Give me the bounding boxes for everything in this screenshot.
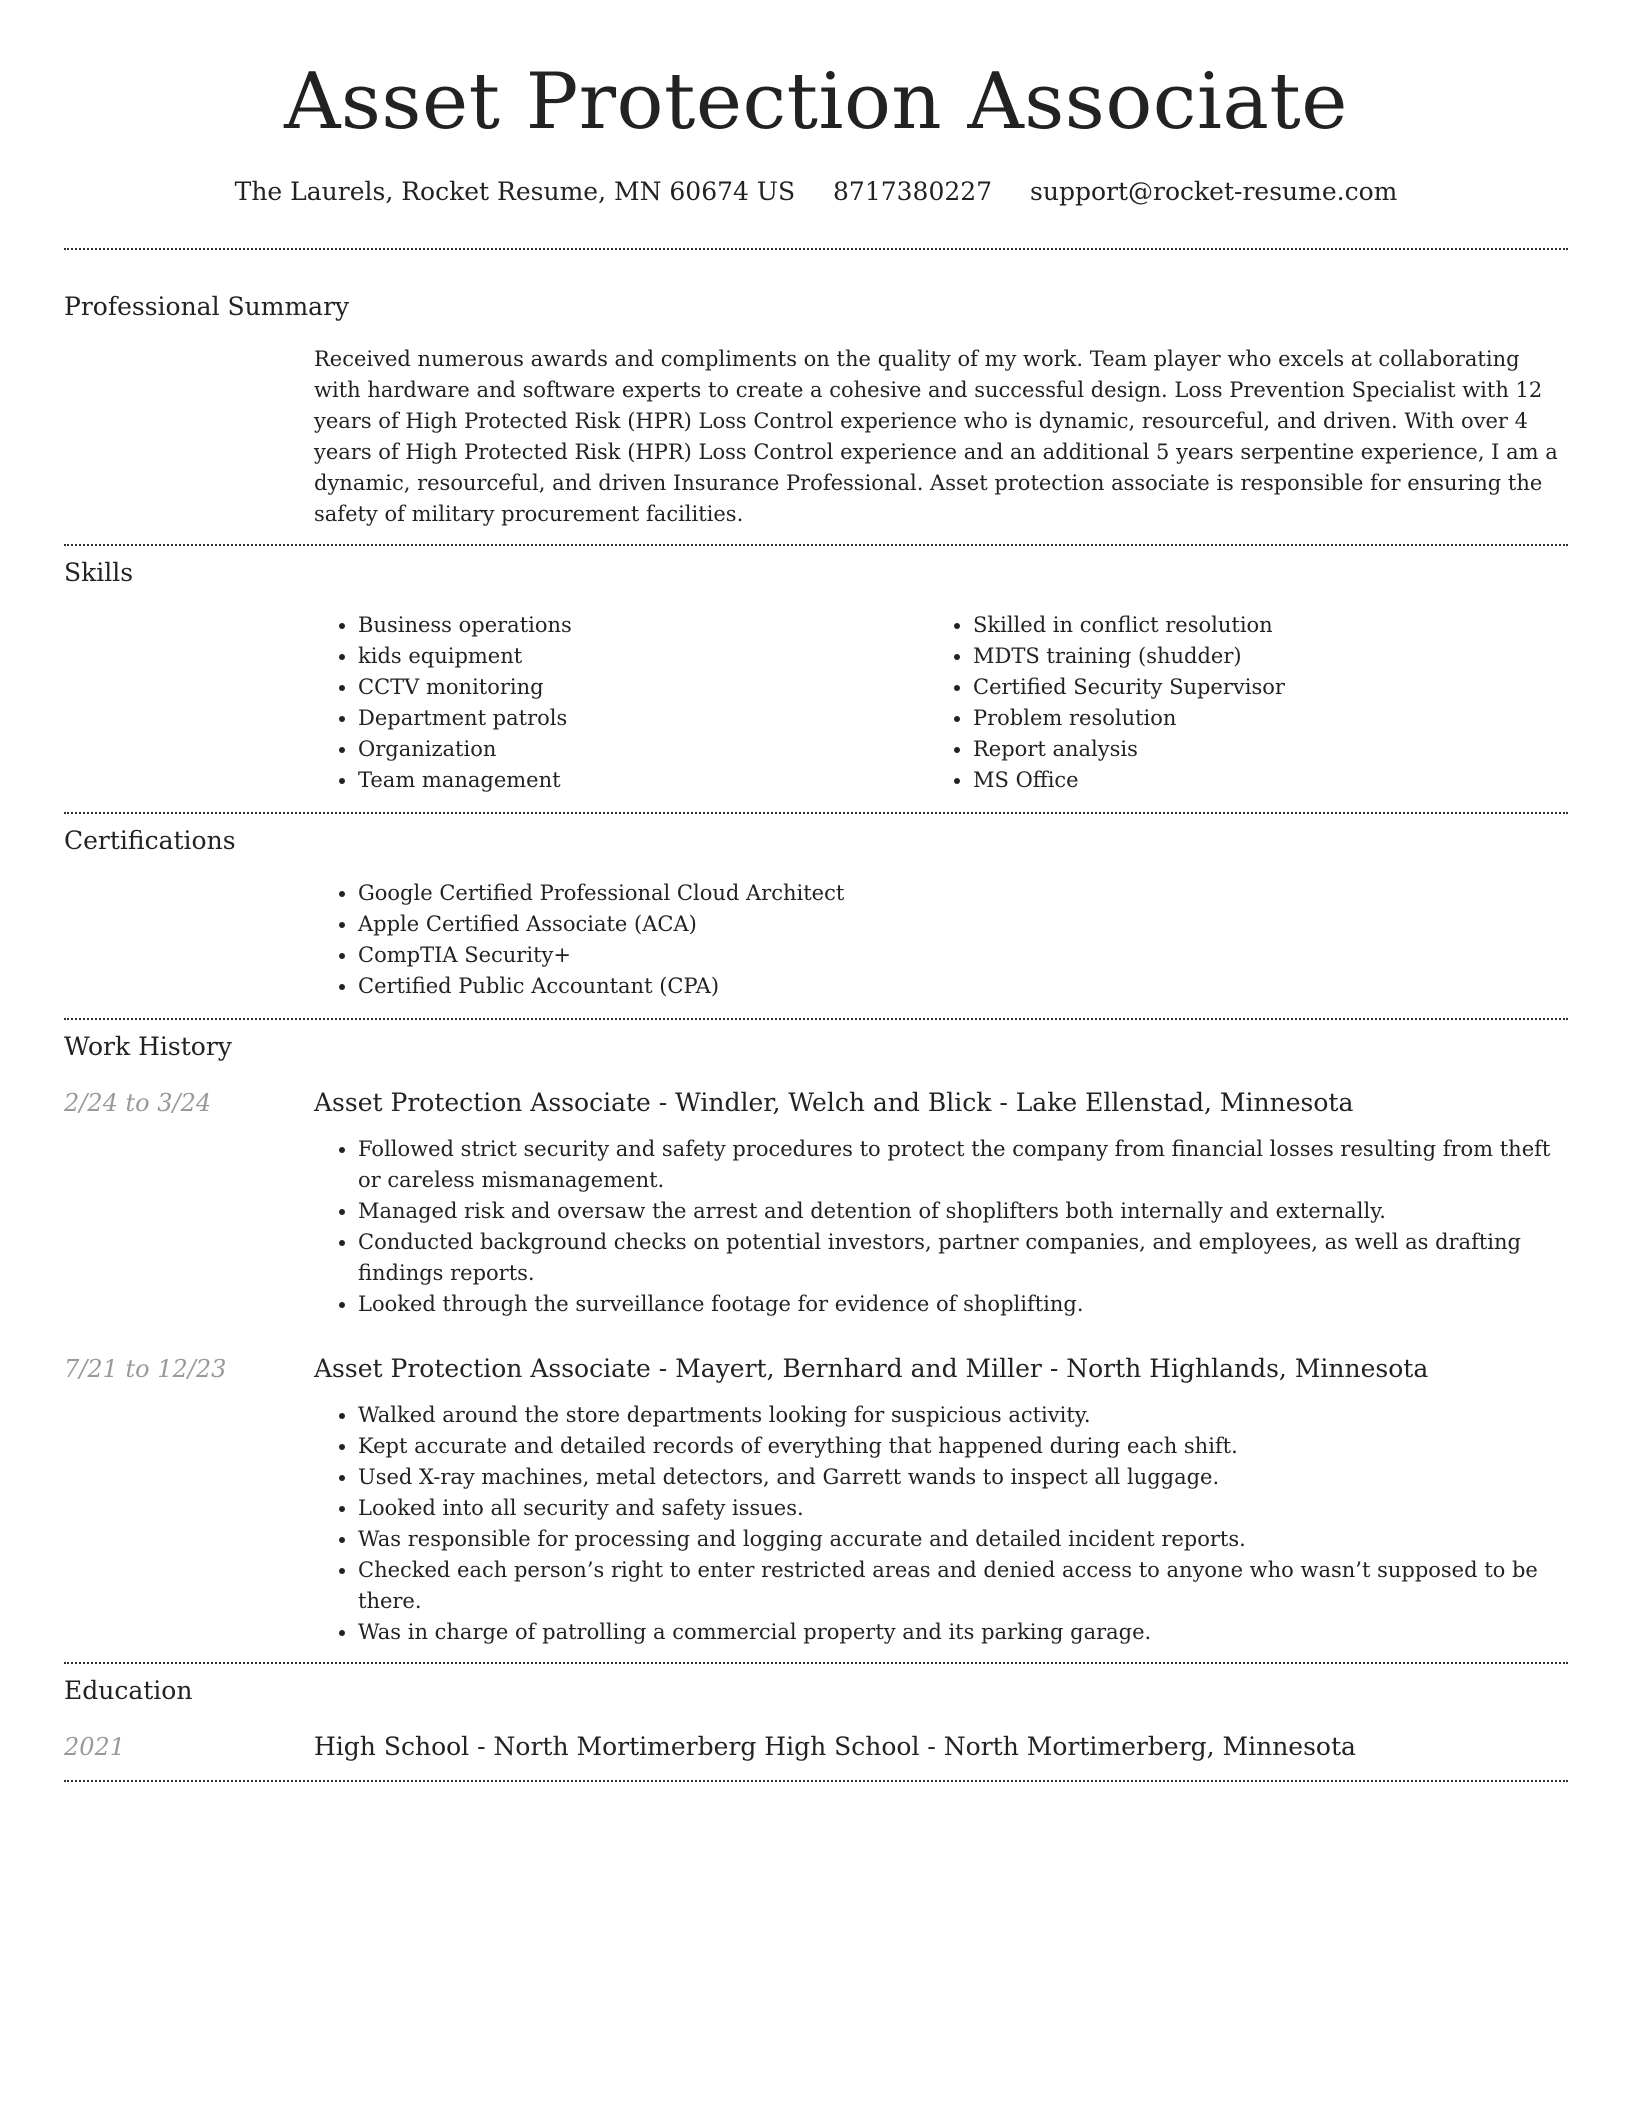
certification-item: • Certified Public Accountant (CPA) (358, 971, 1568, 1002)
job-bullet: • Looked into all security and safety issues. (358, 1493, 1568, 1524)
skill-item: • Certified Security Supervisor (973, 672, 1544, 703)
skills-grid (314, 610, 1568, 812)
job-bullet: • Walked around the store departments looking for suspicious activity. (358, 1400, 1568, 1431)
job-bullet-list (314, 1400, 1568, 1648)
work-title: Work History (64, 1032, 232, 1061)
skill-item: • kids equipment (358, 641, 929, 672)
job-bullet: • Was in charge of patrolling a commercial property and its parking garage. (358, 1617, 1568, 1648)
skill-item: • Team management (358, 765, 929, 796)
job-bullets (314, 1134, 1568, 1320)
skill-item: • Problem resolution (973, 703, 1544, 734)
job-header (64, 1352, 1568, 1386)
summary-title: Professional Summary (64, 292, 350, 321)
certifications-section (64, 814, 1568, 1018)
summary-text: Received numerous awards and compliments on the quality of my work. Team player who excels at collaborating with hardware and software experts to create a cohesive and successful design. Loss Prevention Specialist with 12 years of High Protected Risk (HPR) Loss Control experience who is dynamic, resourceful, and driven. With over 4 years of High Protected Risk (HPR) Loss Control experience and an additional 5 years serpentine experience, I am a dynamic, resourceful, and driven Insurance Professional. Asset protection associate is responsible for ensuring the safety of military procurement facilities. (314, 347, 1558, 526)
skill-item: • Business operations (358, 610, 929, 641)
contact-email: support@rocket-resume.com (1030, 177, 1398, 206)
job-dates: 2/24 to 3/24 (64, 1089, 212, 1117)
resume-page (64, 0, 1568, 1782)
skill-item: • Report analysis (973, 734, 1544, 765)
education-divider (64, 1780, 1568, 1782)
skill-item: • CCTV monitoring (358, 672, 929, 703)
job-bullet: • Followed strict security and safety procedures to protect the company from financial losses resulting from theft or careless mismanagement. (358, 1134, 1568, 1196)
skill-item: • Department patrols (358, 703, 929, 734)
job-bullets (314, 1400, 1568, 1662)
skills-title: Skills (64, 558, 134, 587)
certification-item: • Google Certified Professional Cloud Architect (358, 878, 1568, 909)
skills-section (64, 546, 1568, 812)
job-bullet: • Was responsible for processing and logging accurate and detailed incident reports. (358, 1524, 1568, 1555)
certification-item: • CompTIA Security+ (358, 940, 1568, 971)
contact-phone: 8717380227 (833, 177, 993, 206)
contact-line (64, 174, 1568, 210)
job-title: Asset Protection Associate - Windler, Welch and Blick - Lake Ellenstad, Minnesota (314, 1088, 1354, 1117)
education-section (64, 1664, 1568, 1780)
education-entry (64, 1730, 1568, 1780)
certifications-list (314, 878, 1568, 1002)
job-bullet-list (314, 1134, 1568, 1320)
work-section (64, 1020, 1568, 1662)
education-date: 2021 (64, 1733, 126, 1761)
education-title: Education (64, 1676, 193, 1705)
skill-item: • MDTS training (shudder) (973, 641, 1544, 672)
job-bullet: • Used X-ray machines, metal detectors, and Garrett wands to inspect all luggage. (358, 1462, 1568, 1493)
job-entry (64, 1352, 1568, 1662)
job-entry (64, 1086, 1568, 1320)
job-bullet: • Kept accurate and detailed records of everything that happened during each shift. (358, 1431, 1568, 1462)
resume-header (64, 0, 1568, 210)
job-header (64, 1086, 1568, 1120)
certifications-content (314, 878, 1568, 1018)
job-bullet: • Checked each person’s right to enter restricted areas and denied access to anyone who wasn’t supposed to be there. (358, 1555, 1568, 1617)
contact-address: The Laurels, Rocket Resume, MN 60674 US (234, 177, 796, 206)
job-bullet: • Managed risk and oversaw the arrest and detention of shoplifters both internally and externally. (358, 1196, 1568, 1227)
certification-item: • Apple Certified Associate (ACA) (358, 909, 1568, 940)
resume-name: Asset Protection Associate (284, 57, 1348, 147)
job-title: Asset Protection Associate - Mayert, Bernhard and Miller - North Highlands, Minnesota (314, 1354, 1429, 1383)
certifications-title: Certifications (64, 826, 236, 855)
education-title-line: High School - North Mortimerberg High School - North Mortimerberg, Minnesota (314, 1732, 1356, 1761)
skill-item: • Organization (358, 734, 929, 765)
skill-item: • MS Office (973, 765, 1544, 796)
summary-content (314, 344, 1568, 544)
job-bullet: • Conducted background checks on potential investors, partner companies, and employees, as well as drafting findings reports. (358, 1227, 1568, 1289)
job-bullet: • Looked through the surveillance footage for evidence of shoplifting. (358, 1289, 1568, 1320)
skills-list-left (314, 610, 929, 796)
skills-list-right (929, 610, 1544, 796)
skill-item: • Skilled in conflict resolution (973, 610, 1544, 641)
job-dates: 7/21 to 12/23 (64, 1355, 227, 1383)
summary-section (64, 250, 1568, 544)
